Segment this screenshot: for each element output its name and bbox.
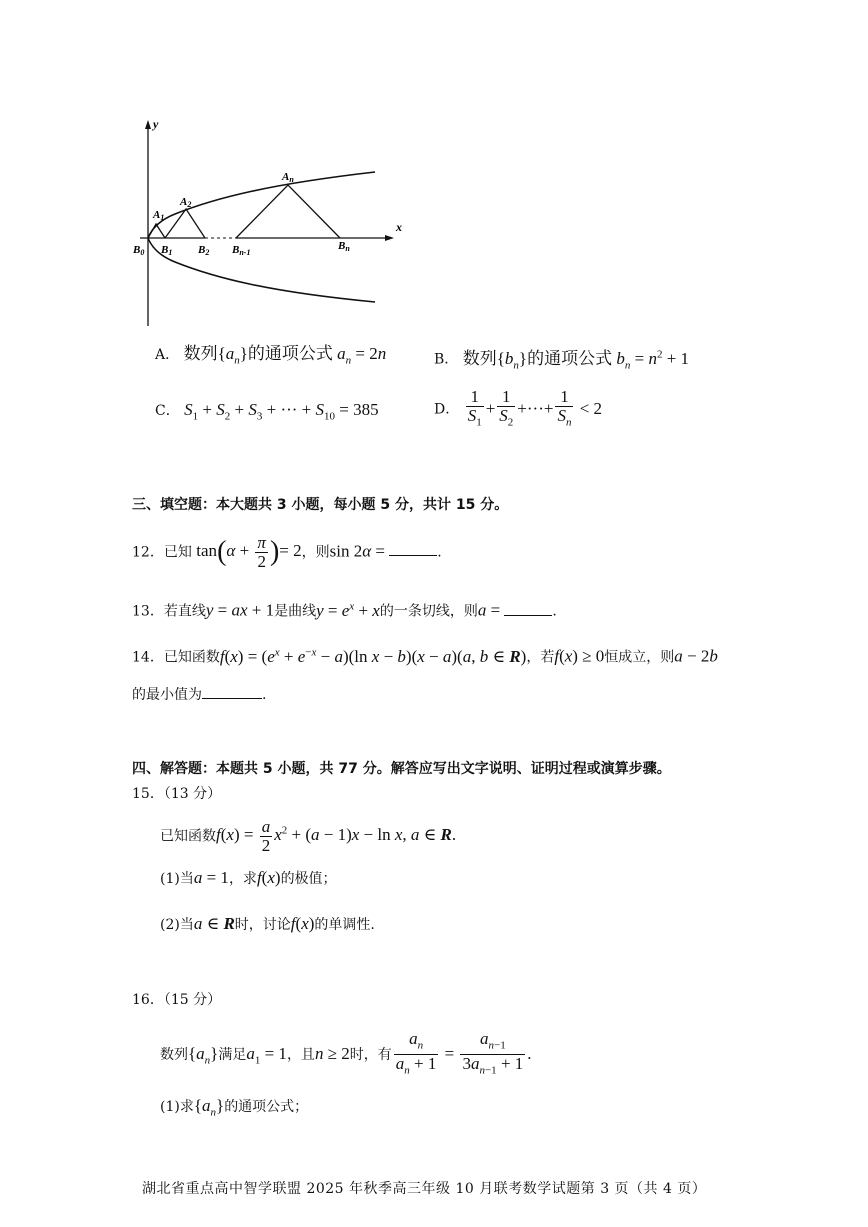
option-a-label: A．	[155, 347, 180, 363]
q16-stem2: 满足	[218, 1046, 247, 1063]
q16-part1-label: (1)求	[160, 1099, 194, 1115]
q12-answer-blank[interactable]	[389, 541, 437, 556]
q15-part2-mid: 时，讨论	[234, 917, 291, 933]
q14-line2	[132, 684, 266, 705]
q14-function: $f(x) = (e^x + e^{-x} - a)(\ln$ x − b)(x − a)(a, b ∈ R)	[219, 646, 527, 666]
parabola-figure	[120, 112, 420, 332]
q15-part1-fx: f(x)	[256, 868, 281, 887]
x-axis-arrow	[385, 235, 394, 241]
label-An: An	[282, 171, 294, 184]
q14-text2: ，若	[526, 649, 555, 666]
q15-part1	[160, 868, 337, 889]
option-d-text: $\frac{1}{S_1}$ + $\frac{1}{S_2}$ +···+ $\frac{1}{S_n}$ < 2	[467, 387, 603, 429]
option-c-label: C．	[155, 403, 180, 419]
q15-stem	[160, 818, 456, 855]
x-axis-label: x	[396, 220, 402, 234]
q13-target: a =	[477, 600, 505, 620]
option-b	[434, 344, 689, 375]
q14-number: 14．	[132, 649, 164, 666]
q16-stem4: 时，有	[349, 1046, 392, 1063]
q16-stem3: ，且	[286, 1046, 315, 1063]
q16-part1-seq: $\{a_n\}$	[193, 1096, 225, 1119]
section4-heading: 四、解答题：本题共 5 小题，共 77 分。解答应写出文字说明、证明过程或演算步骤。	[132, 761, 671, 777]
page-footer: 湖北省重点高中智学联盟 2025 年秋季高三年级 10 月联考数学试题第 3 页（共 4 页）	[142, 1181, 707, 1197]
q12	[132, 534, 442, 571]
q13-text1: 若直线	[163, 603, 206, 620]
triangle-2	[165, 209, 205, 238]
q15-part1-label: (1)当	[160, 871, 194, 887]
q16-seq: $\{a_n\}$	[188, 1043, 219, 1067]
option-c-text: $S_1 + S_2 + S_3$ + ··· + $S_{10} = 385$	[184, 400, 379, 423]
y-axis-label: y	[153, 117, 159, 131]
q14-answer-blank[interactable]	[202, 684, 262, 699]
label-A1: A1	[153, 209, 165, 222]
label-B2: B2	[198, 244, 210, 257]
q13-text3: 的一条切线，则	[379, 603, 478, 620]
q16-stem	[160, 1030, 532, 1080]
q12-target: sin 2α =	[329, 541, 390, 561]
q13-suffix: .	[552, 603, 557, 620]
triangle-n	[236, 185, 340, 238]
q13-text2: 是曲线	[274, 603, 317, 620]
option-d-label: D．	[434, 401, 460, 418]
q15-stem-prefix: 已知函数	[160, 828, 216, 845]
q14-text1: 已知函数	[163, 649, 220, 666]
q16-stem1: 数列	[160, 1046, 188, 1063]
q12-number: 12．	[132, 544, 164, 561]
section3-heading: 三、填空题：本大题共 3 小题，每小题 5 分，共计 15 分。	[132, 497, 509, 513]
q15-part2-fx: f(x)	[290, 914, 315, 933]
q15-part2-label: (2)当	[160, 917, 194, 933]
option-b-text: 数列$\{b_n\}$的通项公式 $b_n = n^2 + 1$	[462, 348, 690, 372]
q15-part2-cond: a ∈ R	[193, 914, 235, 933]
q14-condition: f(x) ≥ 0	[554, 646, 605, 666]
label-B0: B0	[133, 244, 145, 257]
q12-suffix: .	[437, 544, 442, 561]
label-Bn: Bn	[338, 240, 350, 253]
option-c	[155, 400, 379, 426]
option-a-text: 数列$\{a_n\}$的通项公式 $a_n = 2n$	[183, 344, 387, 367]
q16-cond: n ≥ 2	[314, 1043, 350, 1063]
q12-middle: ，则	[301, 544, 330, 561]
label-A2: A2	[180, 196, 192, 209]
q15-part1-cond: a = 1	[193, 868, 229, 887]
option-b-label: B．	[434, 351, 459, 368]
q16-recurrence: $\frac{a_n}{a_n + 1}$ = $\frac{a_{n-1}}{3a_{n-1} + 1}$ .	[395, 1029, 532, 1077]
q13-line-eq: y = ax + 1	[205, 600, 275, 620]
q13-answer-blank[interactable]	[504, 601, 552, 616]
q12-prefix: 已知	[163, 544, 192, 561]
q13	[132, 596, 557, 622]
q13-number: 13．	[132, 603, 164, 620]
q16-part1	[160, 1096, 308, 1122]
label-B1: B1	[161, 244, 173, 257]
q15-part1-mid: ，求	[228, 871, 257, 887]
q14-suffix: .	[262, 687, 267, 703]
q15-part2-end: 的单调性.	[314, 917, 375, 933]
q15-part2	[160, 914, 375, 935]
y-axis-arrow	[145, 120, 151, 129]
q12-formula: tan(α + $\frac{\pi}{2}$ )= 2	[196, 533, 302, 571]
q16-header: 16．（15 分）	[132, 992, 222, 1008]
q14-line1	[132, 642, 718, 668]
label-Bn-1: Bn-1	[232, 244, 251, 257]
q15-header: 15．（13 分）	[132, 786, 222, 802]
option-a	[155, 344, 386, 370]
q14-target: a − 2b	[674, 646, 718, 666]
q16-initial: $a_1 = 1$	[246, 1043, 287, 1067]
q15-function: f(x) = $\frac{a}{2}$ $x^2 + (a - 1)x - \ln x$, a ∈ R.	[216, 817, 457, 855]
option-d	[434, 388, 602, 431]
q14-text3: 恒成立，则	[604, 649, 675, 666]
q14-line2-text: 的最小值为	[132, 687, 202, 703]
q15-part1-end: 的极值；	[280, 871, 337, 887]
q13-curve-eq: $y = e^x + x$	[316, 600, 380, 620]
q16-part1-end: 的通项公式；	[224, 1099, 309, 1115]
